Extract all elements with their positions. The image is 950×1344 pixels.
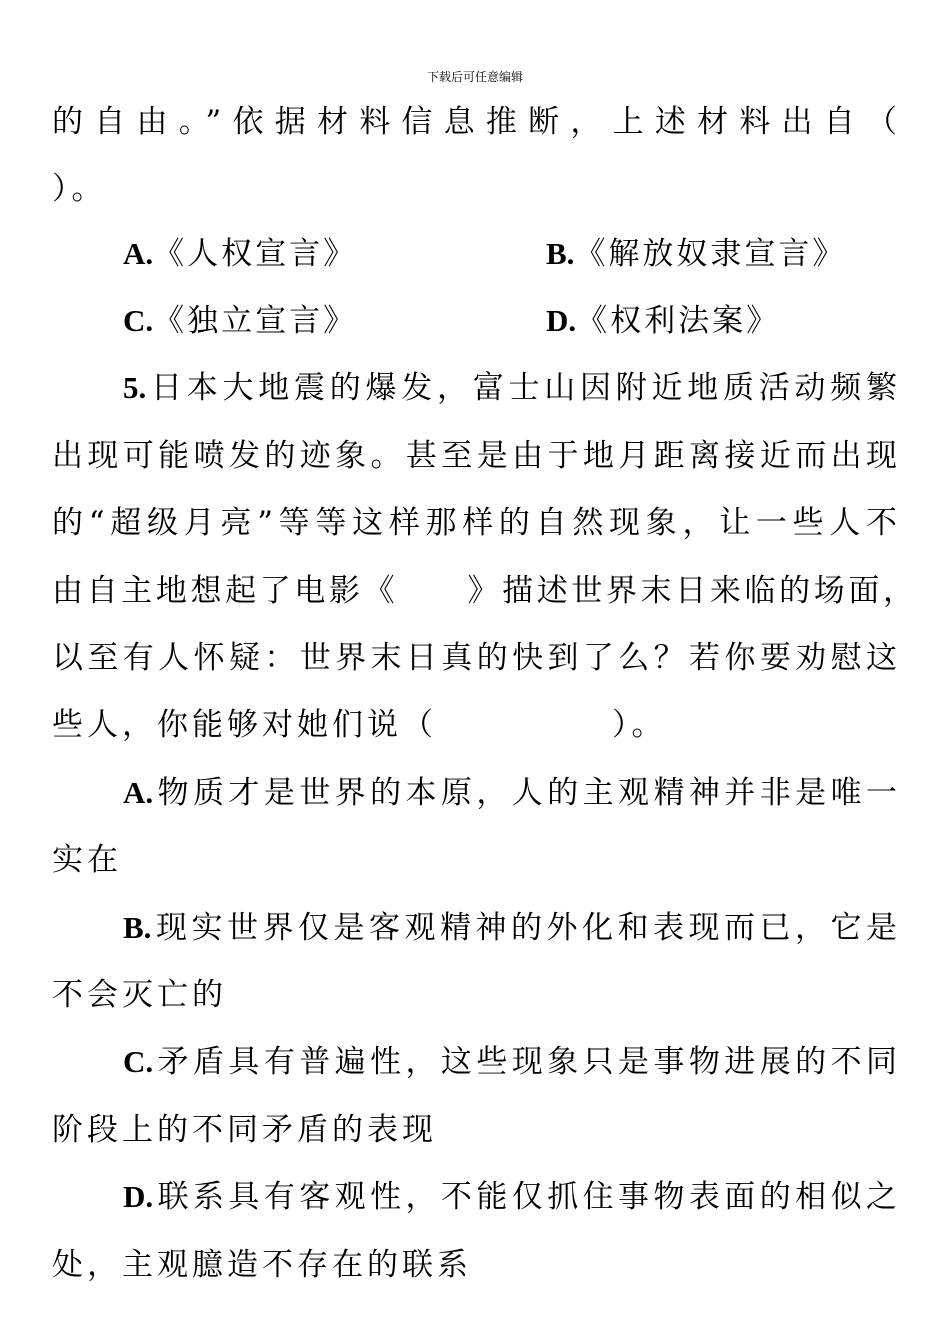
q5-option-a-text-1: 物质才是世界的本原，人的主观精神并非是唯一 bbox=[153, 775, 897, 811]
q5-stem-line-2: 出现可能喷发的迹象。甚至是由于地月距离接近而出现 bbox=[52, 438, 897, 474]
q5-option-c-letter: C. bbox=[123, 1044, 154, 1079]
q4-stem-line-1: 的自由。”依据材料信息推断，上述材料出自（ bbox=[52, 104, 897, 140]
q5-option-d-text-2: 处，主观臆造不存在的联系 bbox=[52, 1247, 472, 1283]
q4-stem-line-2: ）。 bbox=[52, 171, 107, 207]
q5-option-a bbox=[123, 768, 897, 818]
q5-option-c bbox=[123, 1037, 897, 1087]
q4-option-c-letter: C. bbox=[123, 303, 154, 338]
q5-option-d-text-1: 联系具有客观性，不能仅抓住事物表面的相似之 bbox=[153, 1179, 897, 1215]
q5-option-a-text-2: 实在 bbox=[52, 842, 122, 878]
q4-option-d-text: 《权利法案》 bbox=[576, 303, 781, 339]
q5-stem-line-5: 以至有人怀疑：世界末日真的快到了么？若你要劝慰这 bbox=[52, 640, 897, 676]
q5-option-b-text-1: 现实世界仅是客观精神的外化和表现而已，它是 bbox=[151, 910, 897, 946]
q5-stem-line-3: 的“超级月亮”等等这样那样的自然现象，让一些人不 bbox=[52, 505, 897, 541]
q4-option-c bbox=[123, 296, 357, 346]
q5-option-c-text-1: 矛盾具有普遍性，这些现象只是事物进展的不同 bbox=[153, 1044, 897, 1080]
q4-option-a bbox=[123, 229, 357, 279]
q5-option-b-text-2: 不会灭亡的 bbox=[52, 977, 227, 1013]
q5-option-d bbox=[123, 1172, 897, 1222]
q5-stem-line-6: 些人，你能够对她们说（ ）。 bbox=[52, 707, 667, 743]
q5-stem-text-1: 日本大地震的爆发，富士山因附近地质活动频繁 bbox=[146, 370, 897, 406]
q5-option-d-letter: D. bbox=[123, 1179, 154, 1214]
q5-stem-line-1 bbox=[123, 363, 897, 413]
q5-option-b bbox=[123, 903, 897, 953]
q4-option-b-text: 《解放奴隶宣言》 bbox=[574, 236, 847, 272]
q5-option-a-letter: A. bbox=[123, 775, 154, 810]
q4-option-c-text: 《独立宣言》 bbox=[153, 303, 358, 339]
q5-option-b-letter: B. bbox=[123, 910, 152, 945]
q4-option-b bbox=[546, 229, 846, 279]
q5-stem-line-4: 由自主地想起了电影《 》描述世界末日来临的场面， bbox=[52, 573, 914, 609]
q4-option-a-text: 《人权宣言》 bbox=[153, 236, 358, 272]
q5-number: 5. bbox=[123, 370, 147, 405]
q4-option-a-letter: A. bbox=[123, 236, 154, 271]
q4-option-d bbox=[546, 296, 780, 346]
q4-option-d-letter: D. bbox=[546, 303, 577, 338]
q4-option-b-letter: B. bbox=[546, 236, 575, 271]
q5-option-c-text-2: 阶段上的不同矛盾的表现 bbox=[52, 1112, 437, 1148]
page-header: 下载后可任意编辑 bbox=[426, 70, 523, 84]
